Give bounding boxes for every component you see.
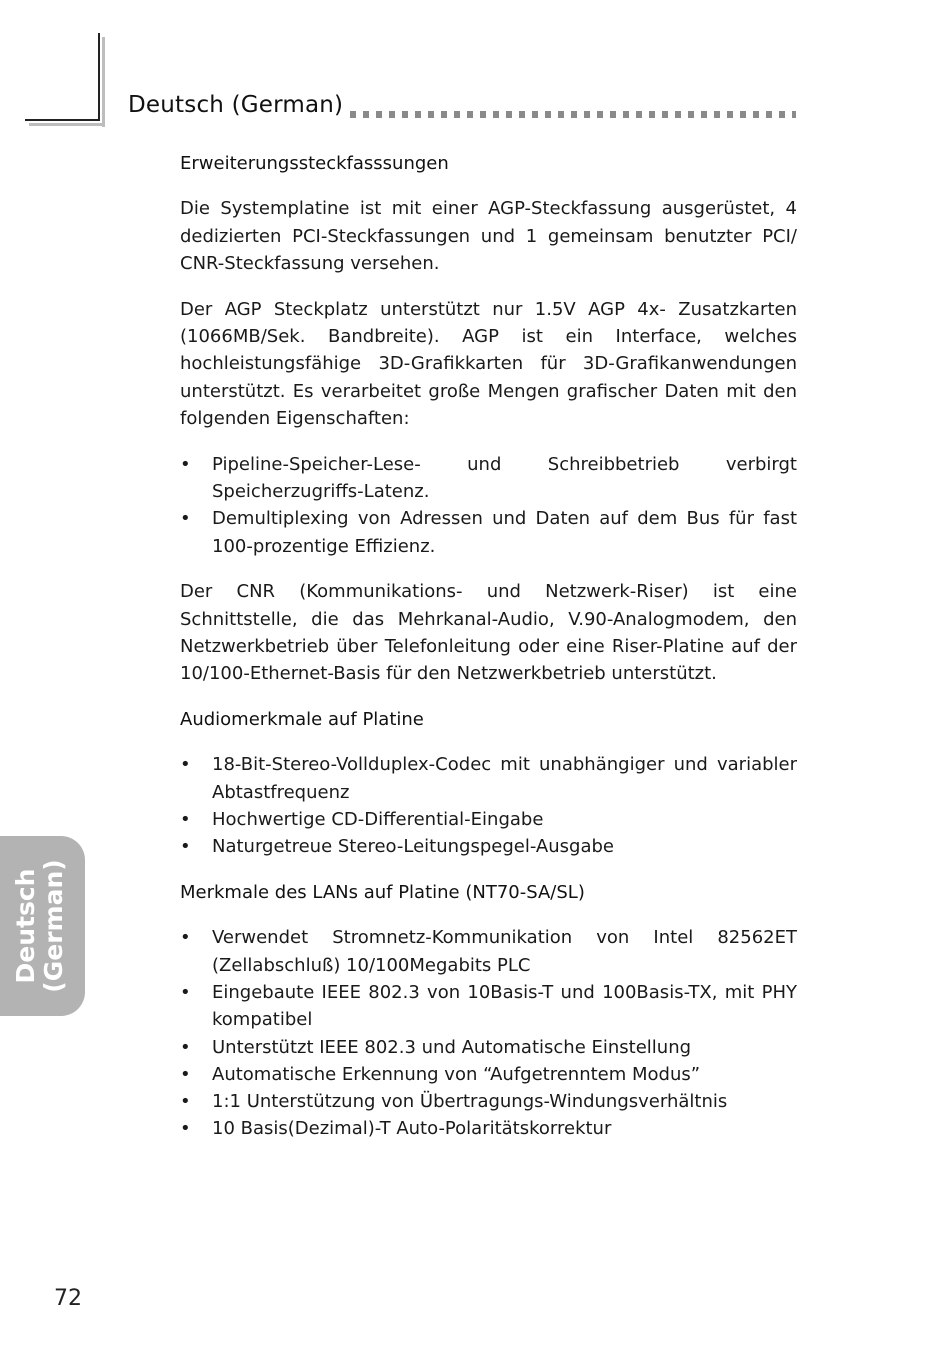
bullet-icon: • (180, 981, 191, 1003)
corner-mark-horizontal (25, 119, 100, 121)
list-item-text: Automatische Erkennung von “Aufgetrenntem Modus” (212, 1063, 701, 1085)
corner-mark-shadow-horizontal (29, 123, 105, 126)
list-item-text: Verwendet Stromnetz-Kommunikation von Intel 82562ET (Zellabschluß) 10/100Megabits PLC (212, 927, 797, 976)
list-item (180, 1115, 797, 1142)
bullet-icon: • (180, 927, 191, 949)
agp-feature-list (180, 451, 797, 560)
paragraph-cnr: Der CNR (Kommunikations- und Netzwerk-Riser) ist eine Schnittstelle, die das Mehrkanal-Audio, V.90-Analogmodem, den Netzwerkbetrieb über Telefonleitung oder eine Riser-Platine auf der 10/100-Ethernet-Basis für den Netzwerkbetrieb unterstützt. (180, 581, 797, 685)
bullet-icon: • (180, 1118, 191, 1140)
corner-mark-shadow-vertical (102, 37, 105, 127)
language-side-tab-label (12, 859, 68, 992)
list-item (180, 833, 797, 860)
bullet-icon: • (180, 508, 191, 530)
header-dotted-rule (350, 111, 796, 118)
bullet-icon: • (180, 836, 191, 858)
audio-feature-list (180, 751, 797, 860)
list-item-text: Demultiplexing von Adressen und Daten auf dem Bus für fast 100-prozentige Effizienz. (212, 508, 797, 557)
section-heading-lan: Merkmale des LANs auf Platine (NT70-SA/SL) (180, 882, 585, 904)
bullet-icon: • (180, 453, 191, 475)
list-item (180, 806, 797, 833)
side-tab-line-2: (German) (39, 859, 68, 993)
list-item-text: Hochwertige CD-Differential-Eingabe (212, 808, 544, 830)
section-heading-expansion-slots: Erweiterungssteckfasssungen (180, 153, 449, 174)
list-item (180, 924, 797, 979)
list-item (180, 1034, 797, 1061)
list-item-text: Naturgetreue Stereo-Leitungspegel-Ausgabe (212, 836, 614, 858)
page-body (180, 150, 797, 1161)
bullet-icon: • (180, 1091, 191, 1113)
list-item (180, 751, 797, 806)
bullet-icon: • (180, 1036, 191, 1058)
list-item (180, 451, 797, 506)
bullet-icon: • (180, 1063, 191, 1085)
page-header-title: Deutsch (German) (128, 92, 344, 118)
bullet-icon: • (180, 808, 191, 830)
list-item (180, 979, 797, 1034)
lan-feature-list (180, 924, 797, 1142)
side-tab-line-1: Deutsch (11, 868, 40, 984)
paragraph-slots: Die Systemplatine ist mit einer AGP-Steckfassung ausgerüstet, 4 dedizierten PCI-Steckfassungen und 1 gemeinsam benutzter PCI/ CNR-Steckfassung versehen. (180, 198, 797, 274)
list-item-text: 18-Bit-Stereo-Vollduplex-Codec mit unabhängiger und variabler Abtastfrequenz (212, 754, 797, 803)
list-item (180, 1088, 797, 1115)
corner-mark-vertical (98, 33, 100, 121)
page-number: 72 (54, 1286, 82, 1311)
list-item-text: Eingebaute IEEE 802.3 von 10Basis-T und 100Basis-TX, mit PHY kompatibel (212, 981, 797, 1031)
section-heading-audio: Audiomerkmale auf Platine (180, 709, 424, 731)
bullet-icon: • (180, 754, 191, 776)
list-item-text: Pipeline-Speicher-Lese- und Schreibbetrieb verbirgt Speicherzugriffs-Latenz. (212, 453, 797, 502)
list-item (180, 1061, 797, 1088)
list-item (180, 505, 797, 560)
list-item-text: 10 Basis(Dezimal)-T Auto-Polaritätskorrektur (212, 1118, 612, 1140)
list-item-text: Unterstützt IEEE 802.3 und Automatische Einstellung (212, 1036, 692, 1058)
list-item-text: 1:1 Unterstützung von Übertragungs-Windungsverhältnis (212, 1091, 728, 1113)
paragraph-agp: Der AGP Steckplatz unterstützt nur 1.5V AGP 4x- Zusatzkarten (1066MB/Sek. Bandbreite). AGP ist ein Interface, welches hochleistungsfähige 3D-Grafikkarten für 3D-Grafikanwendungen unterstützt. Es verarbeitet große Mengen grafischer Daten mit den folgenden Eigenschaften: (180, 298, 797, 429)
